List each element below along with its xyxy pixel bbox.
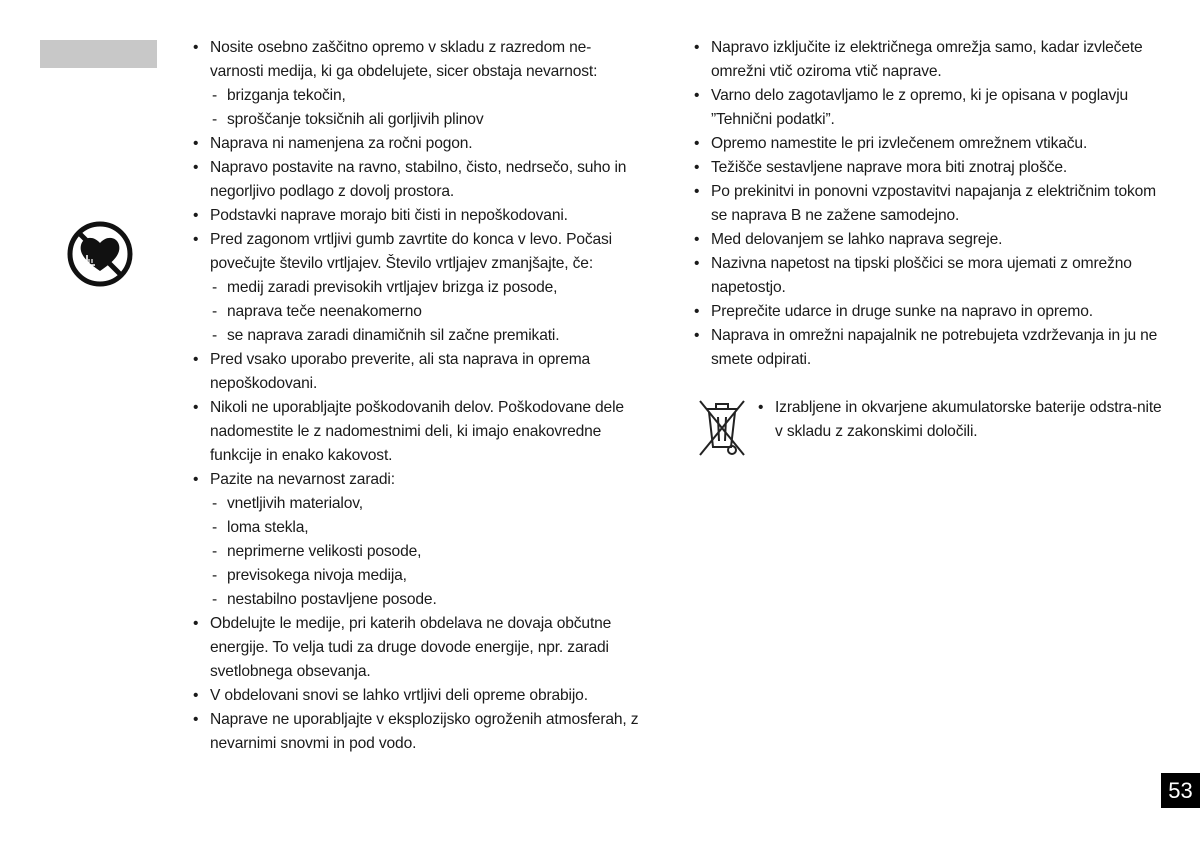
- bullet-item: [693, 324, 1163, 372]
- bullet-item: [192, 348, 642, 396]
- sub-item: - brizganja tekočin,: [210, 84, 642, 108]
- bullet-item: [192, 468, 642, 612]
- bullet-item: [192, 156, 642, 204]
- bullet-text: Nazivna napetost na tipski ploščici se mora ujemati z omrežno napetostjo.: [711, 255, 1132, 296]
- bullet-text: Opremo namestite le pri izvlečenem omrežnem vtikaču.: [711, 135, 1088, 152]
- bullet-item: [192, 396, 642, 468]
- bullet-item: [192, 132, 642, 156]
- bullet-item: [693, 156, 1163, 180]
- bullet-text: Obdelujte le medije, pri katerih obdelava ne dovaja občutne energije. To velja tudi za druge dovode energije, npr. zaradi svetlobnega obsevanja.: [210, 615, 612, 680]
- battery-note-text: • Izrabljene in okvarjene akumulatorske baterije odstra-nite v skladu z zakonskimi določili.: [757, 396, 1167, 444]
- bullet-item: [693, 84, 1163, 132]
- sub-item: - medij zaradi previsokih vrtljajev brizga iz posode,: [210, 276, 642, 300]
- bullet-text: Pred zagonom vrtljivi gumb zavrtite do konca v levo. Počasi povečujte število vrtljajev. Število vrtljajev zmanjšajte, če:: [210, 231, 612, 272]
- bullet-text: Nikoli ne uporabljajte poškodovanih delov. Poškodovane dele nadomestite le z nadomestnimi deli, ki imajo enakovredne funkcije in enako kakovost.: [210, 399, 624, 464]
- bullet-text: Med delovanjem se lahko naprava segreje.: [711, 231, 1003, 248]
- sub-item: - se naprava zaradi dinamičnih sil začne premikati.: [210, 324, 642, 348]
- sub-item: - previsokega nivoja medija,: [210, 564, 642, 588]
- bullet-item: [693, 132, 1163, 156]
- bullet-text: Naprava in omrežni napajalnik ne potrebujeta vzdrževanja in ju ne smete odpirati.: [711, 327, 1158, 368]
- bullet-text: Napravo postavite na ravno, stabilno, čisto, nedrsečo, suho in negorljivo podlago z dovolj prostora.: [210, 159, 627, 200]
- bullet-text: Težišče sestavljene naprave mora biti znotraj plošče.: [711, 159, 1068, 176]
- bullet-item: [192, 204, 642, 228]
- bullet-text: Po prekinitvi in ponovni vzpostavitvi napajanja z električnim tokom se naprava B ne zažene samodejno.: [711, 183, 1156, 224]
- bullet-item: [192, 708, 642, 756]
- left-bullet-list: [192, 36, 642, 756]
- left-column: [192, 36, 642, 756]
- bullet-text: V obdelovani snovi se lahko vrtljivi deli opreme obrabijo.: [210, 687, 588, 704]
- bullet-item: [693, 180, 1163, 228]
- bullet-item: [192, 612, 642, 684]
- sub-item: - loma stekla,: [210, 516, 642, 540]
- no-pacemaker-icon: [67, 221, 133, 287]
- bullet-text: Napravo izključite iz električnega omrežja samo, kadar izvlečete omrežni vtič oziroma vtič naprave.: [711, 39, 1143, 80]
- bullet-text: Pazite na nevarnost zaradi:: [210, 471, 395, 488]
- bullet-item: [693, 228, 1163, 252]
- sub-list: [210, 276, 642, 348]
- bullet-text: Nosite osebno zaščitno opremo v skladu z razredom ne-varnosti medija, ki ga obdelujete, sicer obstaja nevarnost:: [210, 39, 598, 80]
- sub-list: [210, 84, 642, 132]
- sub-item: - vnetljivih materialov,: [210, 492, 642, 516]
- bullet-text: Naprava ni namenjena za ročni pogon.: [210, 135, 473, 152]
- bullet-item: [192, 228, 642, 348]
- bullet-item: [192, 36, 642, 132]
- sub-item: - naprava teče neenakomerno: [210, 300, 642, 324]
- bullet-item: [192, 684, 642, 708]
- sub-list: [210, 492, 642, 612]
- bullet-item: [693, 36, 1163, 84]
- bullet-text: Naprave ne uporabljajte v eksplozijsko ogroženih atmosferah, z nevarnimi snovmi in pod vodo.: [210, 711, 639, 752]
- battery-disposal-note: [757, 396, 1167, 444]
- page-number: 53: [1161, 773, 1200, 808]
- bullet-text: Podstavki naprave morajo biti čisti in nepoškodovani.: [210, 207, 568, 224]
- sub-item: - neprimerne velikosti posode,: [210, 540, 642, 564]
- crossed-out-wheelie-bin-icon: [694, 395, 750, 459]
- bullet-text: Preprečite udarce in druge sunke na napravo in opremo.: [711, 303, 1093, 320]
- bullet-text: Pred vsako uporabo preverite, ali sta naprava in oprema nepoškodovani.: [210, 351, 591, 392]
- bullet-item: [693, 252, 1163, 300]
- sub-item: - sproščanje toksičnih ali gorljivih plinov: [210, 108, 642, 132]
- right-column: [693, 36, 1163, 372]
- right-bullet-list: [693, 36, 1163, 372]
- section-marker-bar: [40, 40, 157, 68]
- sub-item: - nestabilno postavljene posode.: [210, 588, 642, 612]
- bullet-text: Varno delo zagotavljamo le z opremo, ki je opisana v poglavju ”Tehnični podatki”.: [711, 87, 1129, 128]
- bullet-item: [693, 300, 1163, 324]
